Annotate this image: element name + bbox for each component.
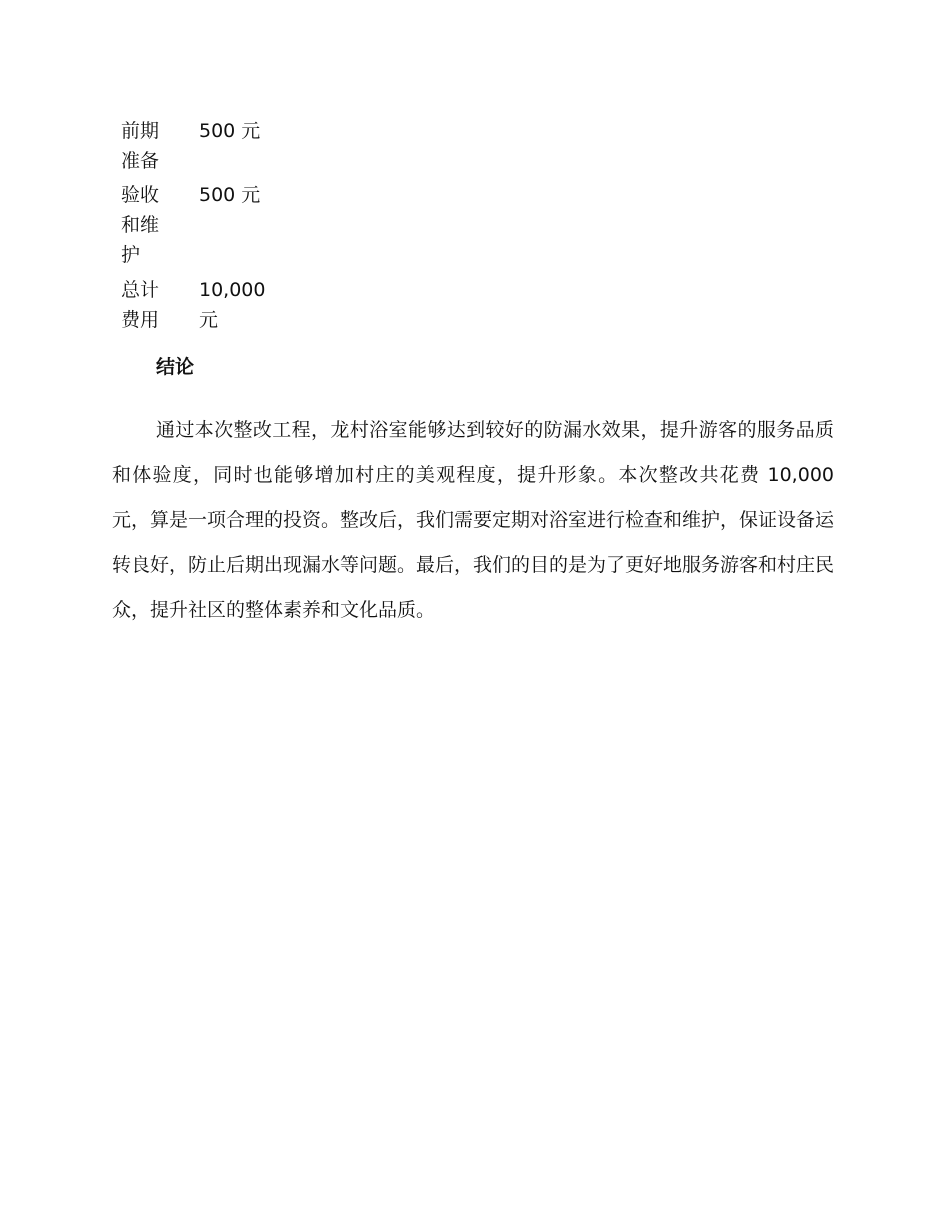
cost-item-amount: 10,000 元 xyxy=(199,279,266,331)
cost-item-label: 总计费用 xyxy=(121,279,160,331)
cost-item-label: 验收和维护 xyxy=(121,184,160,266)
table-row xyxy=(121,180,271,275)
conclusion-paragraph: 通过本次整改工程，龙村浴室能够达到较好的防漏水效果，提升游客的服务品质和体验度，同时也能够增加村庄的美观程度，提升形象。本次整改共花费 10,000 元，算是一项合理的投资。整改后，我们需要定期对浴室进行检查和维护，保证设备运转良好，防止后期出现漏水等问题。最后，我们的目的是为了更好地服务游客和村庄民众，提升社区的整体素养和文化品质。 xyxy=(112,419,835,621)
table-row xyxy=(121,275,271,339)
cost-item-amount: 500 元 xyxy=(199,184,261,206)
cost-table xyxy=(121,116,271,339)
conclusion-heading: 结论 xyxy=(156,356,195,378)
cost-item-label: 前期准备 xyxy=(121,120,160,172)
table-row xyxy=(121,116,271,180)
cost-item-amount: 500 元 xyxy=(199,120,261,142)
